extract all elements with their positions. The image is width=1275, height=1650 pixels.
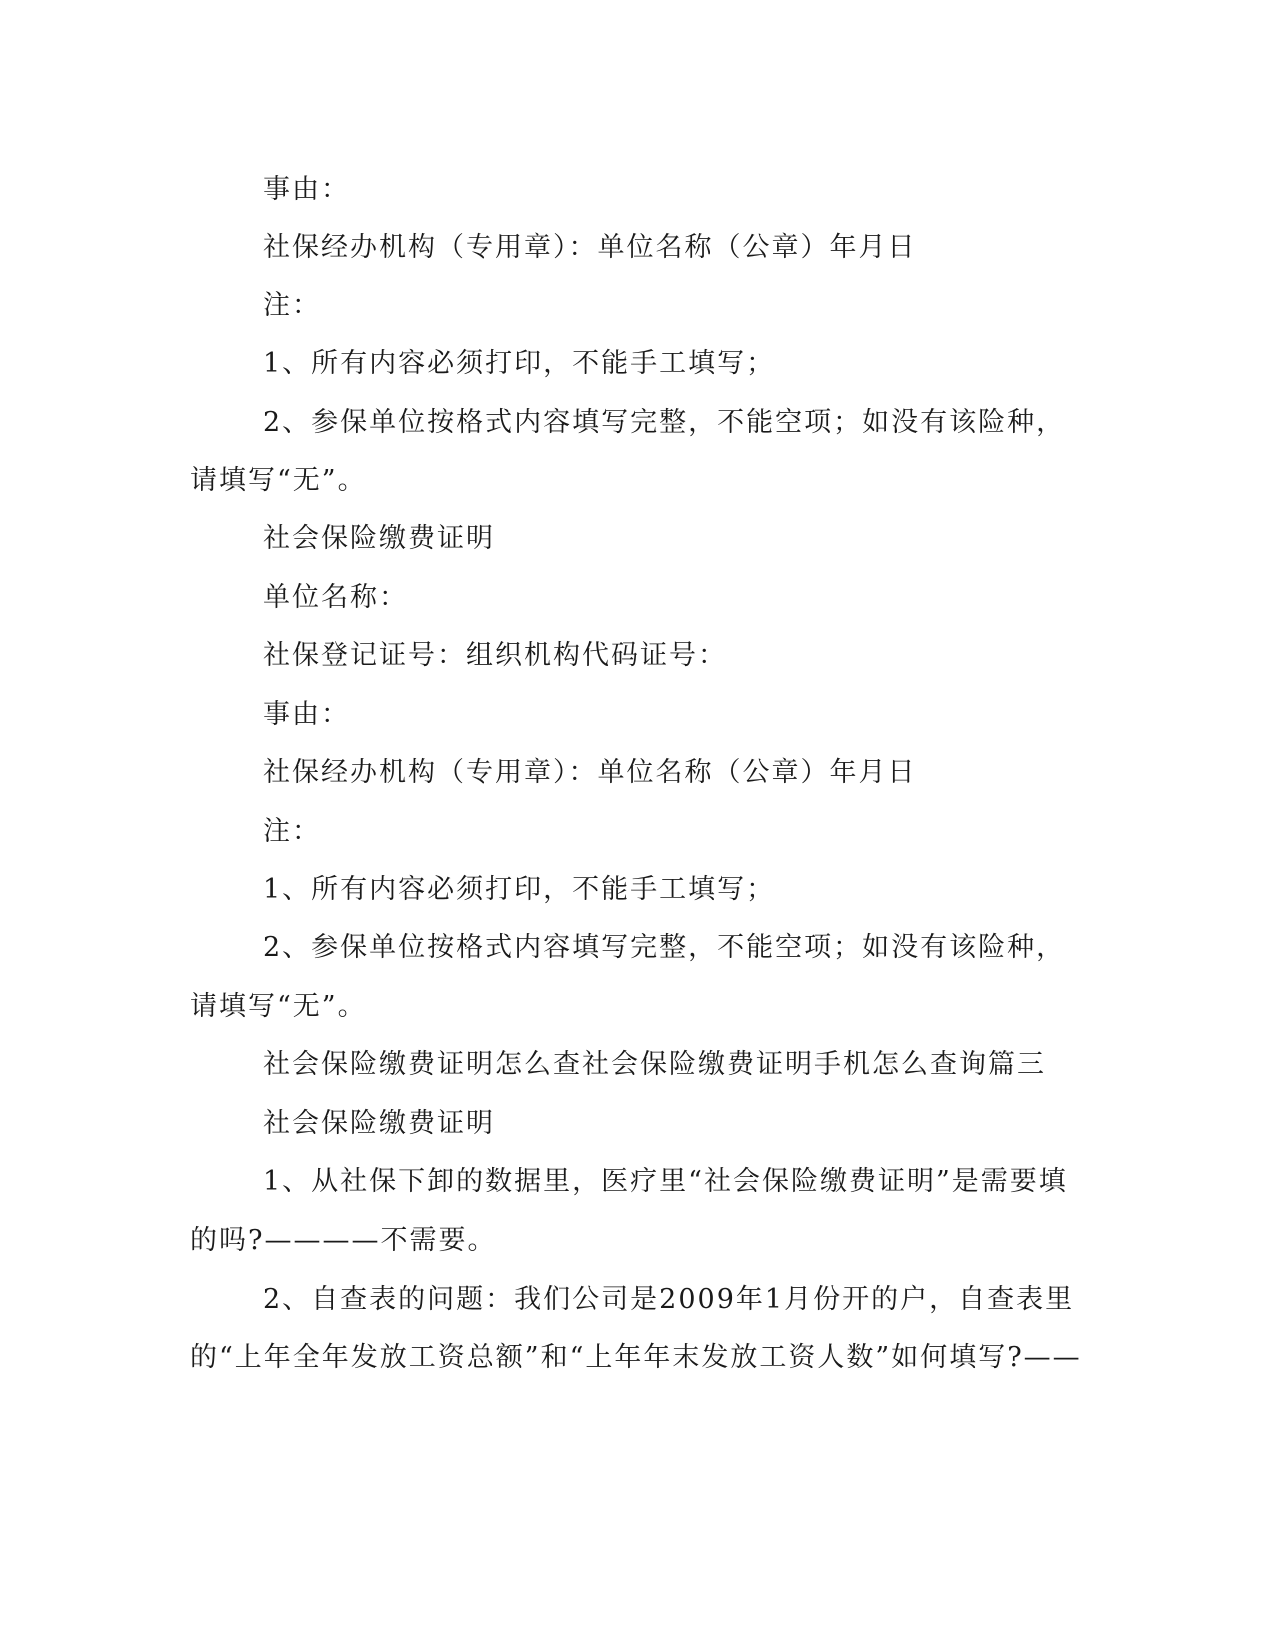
- section-title: 社会保险缴费证明: [263, 523, 495, 554]
- text-line-note-1: 1、所有内容必须打印，不能手工填写；: [263, 348, 776, 379]
- text-line-registration: 社保登记证号：组织机构代码证号：: [263, 640, 727, 671]
- text-line-note-b-1: 1、所有内容必须打印，不能手工填写；: [263, 874, 776, 905]
- text-line-note-b-2: 2、参保单位按格式内容填写完整，不能空项；如没有该险种，: [263, 932, 1066, 963]
- section-heading-part3: 社会保险缴费证明怎么查社会保险缴费证明手机怎么查询篇三: [263, 1049, 1046, 1080]
- text-line-qa-2: 2、自查表的问题：我们公司是2009年1月份开的户，自查表里: [263, 1284, 1075, 1315]
- text-line-note-2: 2、参保单位按格式内容填写完整，不能空项；如没有该险种，: [263, 407, 1066, 438]
- text-line-note-b-2-cont: 请填写“无”。: [190, 991, 367, 1022]
- text-line-note: 注：: [263, 290, 321, 321]
- section-title-2: 社会保险缴费证明: [263, 1108, 495, 1139]
- text-line-unit-name: 单位名称：: [263, 582, 408, 613]
- text-line-qa-1: 1、从社保下卸的数据里，医疗里“社会保险缴费证明”是需要填: [263, 1166, 1068, 1197]
- text-line-reason-2: 事由：: [263, 699, 350, 730]
- text-line-seal-2: 社保经办机构（专用章）：单位名称（公章）年月日: [263, 757, 917, 788]
- text-line-note-2-cont: 请填写“无”。: [190, 465, 367, 496]
- text-line-seal: 社保经办机构（专用章）：单位名称（公章）年月日: [263, 232, 917, 263]
- text-line-qa-2-cont: 的“上年全年发放工资总额”和“上年年末发放工资人数”如何填写?——: [190, 1342, 1082, 1373]
- text-line-note-b: 注：: [263, 816, 321, 847]
- text-line-qa-1-cont: 的吗?————不需要。: [190, 1225, 497, 1256]
- text-line-reason: 事由：: [263, 174, 350, 205]
